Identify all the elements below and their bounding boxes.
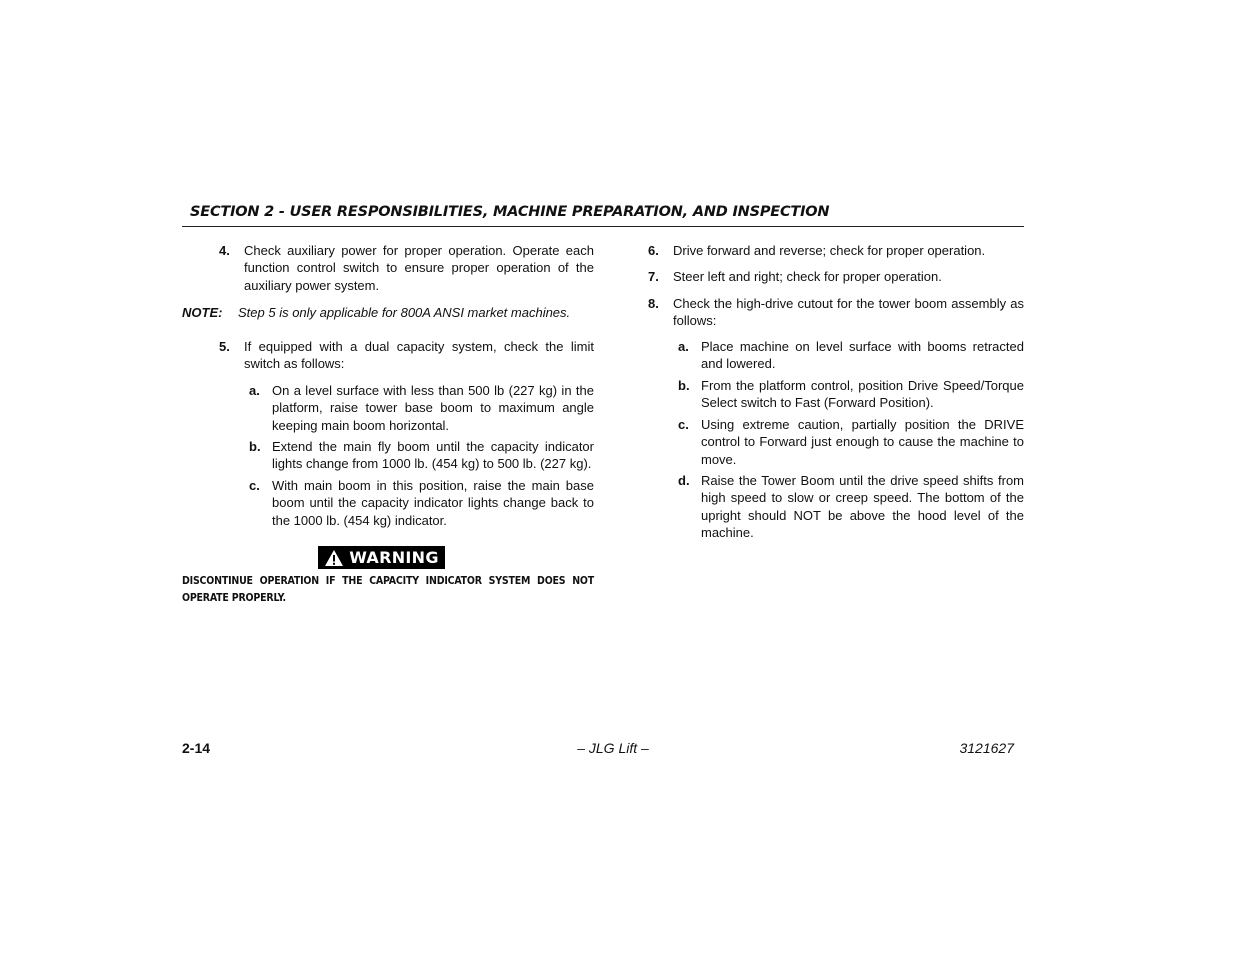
warning-triangle-icon	[324, 549, 344, 567]
substep-5c	[249, 477, 594, 529]
substep-text: Raise the Tower Boom until the drive speed shifts from high speed to slow or creep speed. The bottom of the upright should NOT be above the hood level of the machine.	[701, 473, 1024, 540]
step-number: 8.	[648, 296, 659, 311]
substep-letter: c.	[678, 417, 689, 432]
substep-letter: a.	[678, 339, 689, 354]
warning-label: WARNING	[349, 547, 439, 567]
step-4	[219, 242, 594, 294]
substep-letter: d.	[678, 473, 690, 488]
step-8	[648, 295, 1024, 330]
step-text: Steer left and right; check for proper operation.	[673, 269, 942, 284]
step-number: 7.	[648, 269, 659, 284]
substep-8d	[678, 472, 1024, 541]
substep-letter: a.	[249, 383, 260, 398]
substep-text: Using extreme caution, partially position the DRIVE control to Forward just enough to cause the machine to move.	[701, 417, 1024, 467]
substep-letter: c.	[249, 478, 260, 493]
step-6	[648, 242, 1024, 259]
substep-text: Extend the main fly boom until the capacity indicator lights change from 1000 lb. (454 kg) to 500 lb. (227 kg).	[272, 439, 594, 472]
footer-publisher: – JLG Lift –	[577, 740, 649, 756]
step-7	[648, 268, 1024, 285]
substep-text: From the platform control, position Drive Speed/Torque Select switch to Fast (Forward Position).	[701, 378, 1024, 411]
step-text: If equipped with a dual capacity system, check the limit switch as follows:	[244, 339, 594, 372]
title-divider	[182, 226, 1024, 227]
substep-8b	[678, 377, 1024, 412]
substep-text: On a level surface with less than 500 lb (227 kg) in the platform, raise tower base boom to maximum angle keeping main boom horizontal.	[272, 383, 594, 433]
substep-8c	[678, 416, 1024, 468]
footer-document-number: 3121627	[959, 740, 1014, 756]
step-text: Check auxiliary power for proper operation. Operate each function control switch to ensure proper operation of the auxiliary power system.	[244, 243, 594, 293]
substep-text: Place machine on level surface with booms retracted and lowered.	[701, 339, 1024, 372]
substep-letter: b.	[249, 439, 261, 454]
step-5	[219, 338, 594, 373]
note-label: NOTE:	[182, 305, 223, 320]
step-number: 4.	[219, 243, 230, 258]
footer-page-number: 2-14	[182, 740, 211, 756]
substep-8a	[678, 338, 1024, 373]
substep-5a	[249, 382, 594, 434]
page-title: SECTION 2 - USER RESPONSIBILITIES, MACHINE PREPARATION, AND INSPECTION	[190, 204, 830, 220]
warning-text: DISCONTINUE OPERATION IF THE CAPACITY INDICATOR SYSTEM DOES NOT OPERATE PROPERLY.	[182, 575, 594, 604]
substep-5b	[249, 438, 594, 473]
step-text: Check the high-drive cutout for the tower boom assembly as follows:	[673, 296, 1024, 329]
substep-text: With main boom in this position, raise the main base boom until the capacity indicator lights change back to the 1000 lb. (454 kg) indicator.	[272, 478, 594, 528]
note-text: Step 5 is only applicable for 800A ANSI market machines.	[238, 305, 571, 320]
step-number: 6.	[648, 243, 659, 258]
warning-badge	[318, 546, 445, 569]
step-number: 5.	[219, 339, 230, 354]
substep-letter: b.	[678, 378, 690, 393]
step-text: Drive forward and reverse; check for proper operation.	[673, 243, 986, 258]
